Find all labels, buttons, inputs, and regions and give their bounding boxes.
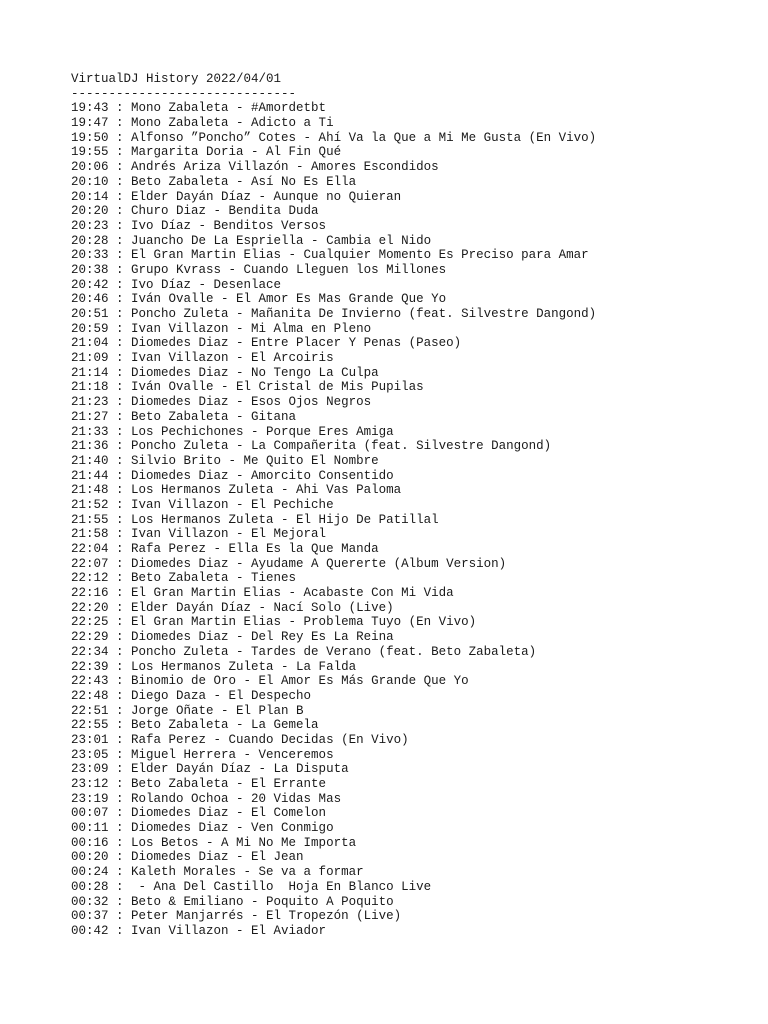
history-entry: 22:39 : Los Hermanos Zuleta - La Falda [71, 659, 357, 674]
entry-track: Los Hermanos Zuleta - El Hijo De Patillal [131, 512, 439, 527]
entry-track: Los Pechichones - Porque Eres Amiga [131, 424, 394, 439]
entry-time: 22:34 [71, 644, 109, 659]
entry-track: Silvio Brito - Me Quito El Nombre [131, 453, 379, 468]
entry-track: Los Hermanos Zuleta - Ahi Vas Paloma [131, 483, 402, 498]
history-entry: 19:43 : Mono Zabaleta - #Amordetbt [71, 101, 327, 116]
history-entries [71, 101, 596, 938]
history-entry: 00:07 : Diomedes Diaz - El Comelon [71, 806, 327, 821]
history-entry: 22:55 : Beto Zabaleta - La Gemela [71, 718, 319, 733]
entry-time: 19:47 [71, 116, 109, 131]
entry-time: 00:11 [71, 821, 109, 836]
history-entry: 22:48 : Diego Daza - El Despecho [71, 688, 312, 703]
entry-track: Ivo Díaz - Benditos Versos [131, 218, 327, 233]
entry-time: 21:18 [71, 380, 109, 395]
entry-track: Diomedes Diaz - Ayudame A Quererte (Album Version) [131, 556, 507, 571]
document-title: VirtualDJ History 2022/04/01 [71, 72, 282, 86]
entry-time: 22:51 [71, 703, 109, 718]
entry-time: 22:43 [71, 674, 109, 689]
entry-time: 22:12 [71, 571, 109, 586]
entry-time: 20:51 [71, 307, 109, 321]
history-entry: 21:23 : Diomedes Diaz - Esos Ojos Negros [71, 395, 372, 410]
entry-track: Diomedes Diaz - No Tengo La Culpa [131, 365, 379, 380]
entry-time: 21:33 [71, 424, 109, 439]
history-entry: 21:33 : Los Pechichones - Porque Eres Amiga [71, 424, 394, 439]
entry-track: Andrés Ariza Villazón - Amores Escondidos [131, 160, 439, 175]
entry-track: Diomedes Diaz - El Jean [131, 850, 304, 865]
entry-track: El Gran Martin Elias - Cualquier Momento Es Preciso para Amar [131, 248, 589, 263]
entry-time: 22:07 [71, 556, 109, 571]
history-entry: 21:48 : Los Hermanos Zuleta - Ahi Vas Paloma [71, 483, 402, 498]
entry-time: 00:20 [71, 850, 109, 865]
entry-track: Rafa Perez - Ella Es la Que Manda [131, 542, 379, 556]
entry-time: 00:37 [71, 909, 109, 924]
entry-time: 00:32 [71, 894, 109, 909]
history-entry: 21:36 : Poncho Zuleta - La Compañerita (feat. Silvestre Dangond) [71, 439, 552, 454]
history-entry: 20:51 : Poncho Zuleta - Mañanita De Invierno (feat. Silvestre Dangond) [71, 307, 597, 321]
entry-time: 23:01 [71, 732, 109, 747]
entry-time: 00:07 [71, 806, 109, 821]
history-entry: 19:50 : Alfonso ”Poncho” Cotes - Ahí Va la Que a Mi Me Gusta (En Vivo) [71, 130, 597, 145]
history-entry: 19:47 : Mono Zabaleta - Adicto a Ti [71, 116, 334, 131]
entry-track: Diomedes Diaz - El Comelon [131, 806, 327, 821]
history-entry: 22:34 : Poncho Zuleta - Tardes de Verano (feat. Beto Zabaleta) [71, 644, 537, 659]
history-entry: 21:44 : Diomedes Diaz - Amorcito Consentido [71, 468, 394, 483]
entry-time: 21:23 [71, 395, 109, 410]
history-entry: 22:25 : El Gran Martin Elias - Problema Tuyo (En Vivo) [71, 615, 477, 630]
entry-time: 19:43 [71, 101, 109, 116]
entry-time: 23:09 [71, 762, 109, 777]
entry-time: 22:48 [71, 688, 109, 703]
entry-track: Diego Daza - El Despecho [131, 688, 312, 703]
entry-track: Poncho Zuleta - Tardes de Verano (feat. Beto Zabaleta) [131, 644, 537, 659]
history-entry: 22:29 : Diomedes Diaz - Del Rey Es La Reina [71, 630, 394, 645]
entry-track: El Gran Martin Elias - Problema Tuyo (En Vivo) [131, 615, 477, 630]
history-entry: 21:09 : Ivan Villazon - El Arcoiris [71, 351, 334, 366]
history-entry: 20:46 : Iván Ovalle - El Amor Es Mas Grande Que Yo [71, 292, 447, 307]
entry-time: 21:14 [71, 365, 109, 380]
entry-time: 21:52 [71, 497, 109, 512]
history-entry: 00:16 : Los Betos - A Mi No Me Importa [71, 835, 357, 850]
history-entry: 20:38 : Grupo Kvrass - Cuando Lleguen los Millones [71, 262, 447, 277]
history-entry: 23:01 : Rafa Perez - Cuando Decidas (En Vivo) [71, 732, 409, 747]
entry-track: Ivan Villazon - Mi Alma en Pleno [131, 321, 372, 336]
entry-time: 20:59 [71, 321, 109, 336]
entry-track: Iván Ovalle - El Cristal de Mis Pupilas [131, 380, 424, 395]
entry-track: Mono Zabaleta - Adicto a Ti [131, 116, 334, 131]
history-entry: 22:43 : Binomio de Oro - El Amor Es Más Grande Que Yo [71, 674, 469, 689]
history-entry: 20:59 : Ivan Villazon - Mi Alma en Pleno [71, 321, 372, 336]
entry-track: Iván Ovalle - El Amor Es Mas Grande Que Yo [131, 292, 447, 307]
entry-time: 22:55 [71, 718, 109, 733]
entry-time: 00:16 [71, 835, 109, 850]
entry-time: 21:48 [71, 483, 109, 498]
history-entry: 00:28 : - Ana Del Castillo Hoja En Blanco Live [71, 879, 432, 894]
history-entry: 00:42 : Ivan Villazon - El Aviador [71, 923, 327, 938]
history-entry: 22:16 : El Gran Martin Elias - Acabaste Con Mi Vida [71, 586, 454, 601]
history-entry: 22:12 : Beto Zabaleta - Tienes [71, 571, 297, 586]
history-entry: 20:10 : Beto Zabaleta - Así No Es Ella [71, 174, 357, 189]
history-entry: 21:58 : Ivan Villazon - El Mejoral [71, 527, 327, 542]
history-entry: 00:24 : Kaleth Morales - Se va a formar [71, 865, 364, 880]
history-entry: 00:37 : Peter Manjarrés - El Tropezón (Live) [71, 909, 402, 924]
history-entry: 20:42 : Ivo Díaz - Desenlace [71, 277, 282, 292]
entry-track: Rafa Perez - Cuando Decidas (En Vivo) [131, 732, 409, 747]
entry-track: Diomedes Diaz - Esos Ojos Negros [131, 395, 372, 410]
entry-time: 20:28 [71, 233, 109, 248]
entry-time: 19:50 [71, 130, 109, 145]
history-entry: 21:04 : Diomedes Diaz - Entre Placer Y Penas (Paseo) [71, 336, 462, 351]
history-entry: 00:32 : Beto & Emiliano - Poquito A Poquito [71, 894, 394, 909]
entry-track: Poncho Zuleta - La Compañerita (feat. Silvestre Dangond) [131, 439, 552, 454]
history-entry: 23:09 : Elder Dayán Díaz - La Disputa [71, 762, 349, 777]
entry-track: Mono Zabaleta - #Amordetbt [131, 101, 327, 116]
history-entry: 23:05 : Miguel Herrera - Venceremos [71, 747, 334, 762]
entry-track: - Ana Del Castillo Hoja En Blanco Live [131, 879, 432, 894]
entry-track: Beto Zabaleta - Así No Es Ella [131, 174, 357, 189]
entry-time: 19:55 [71, 145, 109, 160]
history-entry: 00:11 : Diomedes Diaz - Ven Conmigo [71, 821, 334, 836]
history-entry: 21:18 : Iván Ovalle - El Cristal de Mis Pupilas [71, 380, 424, 395]
history-entry: 21:55 : Los Hermanos Zuleta - El Hijo De Patillal [71, 512, 439, 527]
entry-track: Ivan Villazon - El Aviador [131, 923, 327, 938]
entry-track: Diomedes Diaz - Entre Placer Y Penas (Paseo) [131, 336, 462, 351]
entry-time: 22:20 [71, 600, 109, 615]
entry-track: Jorge Oñate - El Plan B [131, 703, 304, 718]
entry-time: 20:06 [71, 160, 109, 175]
history-document [71, 72, 596, 939]
entry-time: 20:14 [71, 189, 109, 204]
entry-time: 22:16 [71, 586, 109, 601]
history-entry: 22:07 : Diomedes Diaz - Ayudame A Quererte (Album Version) [71, 556, 507, 571]
entry-track: Peter Manjarrés - El Tropezón (Live) [131, 909, 402, 924]
entry-track: Alfonso ”Poncho” Cotes - Ahí Va la Que a Mi Me Gusta (En Vivo) [131, 130, 597, 145]
entry-track: Beto Zabaleta - Tienes [131, 571, 297, 586]
entry-track: Elder Dayán Díaz - Nací Solo (Live) [131, 600, 394, 615]
history-entry: 19:55 : Margarita Doria - Al Fin Qué [71, 145, 342, 160]
entry-track: Ivan Villazon - El Arcoiris [131, 351, 334, 366]
history-entry: 21:27 : Beto Zabaleta - Gitana [71, 409, 297, 424]
entry-time: 20:42 [71, 277, 109, 292]
entry-time: 20:20 [71, 204, 109, 219]
entry-track: Beto Zabaleta - El Errante [131, 777, 327, 791]
entry-track: Ivan Villazon - El Pechiche [131, 497, 334, 512]
entry-track: Diomedes Diaz - Ven Conmigo [131, 821, 334, 836]
entry-time: 22:04 [71, 542, 109, 556]
entry-time: 00:24 [71, 865, 109, 880]
entry-track: Juancho De La Espriella - Cambia el Nido [131, 233, 432, 248]
entry-track: Diomedes Diaz - Del Rey Es La Reina [131, 630, 394, 645]
history-entry: 22:04 : Rafa Perez - Ella Es la Que Manda [71, 542, 379, 556]
entry-time: 20:23 [71, 218, 109, 233]
entry-track: Poncho Zuleta - Mañanita De Invierno (feat. Silvestre Dangond) [131, 307, 597, 321]
history-entry: 23:19 : Rolando Ochoa - 20 Vidas Mas [71, 791, 342, 806]
entry-time: 00:42 [71, 923, 109, 938]
entry-track: Beto & Emiliano - Poquito A Poquito [131, 894, 394, 909]
history-entry: 21:14 : Diomedes Diaz - No Tengo La Culpa [71, 365, 379, 380]
history-entry: 00:20 : Diomedes Diaz - El Jean [71, 850, 304, 865]
entry-track: Rolando Ochoa - 20 Vidas Mas [131, 791, 342, 806]
entry-track: Kaleth Morales - Se va a formar [131, 865, 364, 880]
entry-time: 23:19 [71, 791, 109, 806]
entry-track: Beto Zabaleta - La Gemela [131, 718, 319, 733]
entry-time: 20:38 [71, 262, 109, 277]
entry-time: 23:12 [71, 777, 109, 791]
history-entry: 20:14 : Elder Dayán Díaz - Aunque no Quieran [71, 189, 402, 204]
history-entry: 20:23 : Ivo Díaz - Benditos Versos [71, 218, 327, 233]
entry-track: Elder Dayán Díaz - La Disputa [131, 762, 349, 777]
history-entry: 23:12 : Beto Zabaleta - El Errante [71, 777, 327, 791]
entry-time: 21:58 [71, 527, 109, 542]
entry-time: 23:05 [71, 747, 109, 762]
entry-time: 22:39 [71, 659, 109, 674]
entry-time: 22:25 [71, 615, 109, 630]
history-entry: 21:40 : Silvio Brito - Me Quito El Nombre [71, 453, 379, 468]
entry-track: Margarita Doria - Al Fin Qué [131, 145, 342, 160]
entry-track: Beto Zabaleta - Gitana [131, 409, 297, 424]
separator-line: ------------------------------ [71, 86, 297, 101]
entry-time: 00:28 [71, 879, 109, 894]
entry-track: Ivo Díaz - Desenlace [131, 277, 282, 292]
history-entry: 20:28 : Juancho De La Espriella - Cambia el Nido [71, 233, 432, 248]
entry-time: 21:09 [71, 351, 109, 366]
entry-track: El Gran Martin Elias - Acabaste Con Mi Vida [131, 586, 454, 601]
entry-track: Diomedes Diaz - Amorcito Consentido [131, 468, 394, 483]
entry-track: Churo Diaz - Bendita Duda [131, 204, 319, 219]
entry-time: 21:44 [71, 468, 109, 483]
entry-track: Elder Dayán Díaz - Aunque no Quieran [131, 189, 402, 204]
entry-time: 20:10 [71, 174, 109, 189]
entry-time: 22:29 [71, 630, 109, 645]
entry-time: 20:33 [71, 248, 109, 263]
entry-track: Ivan Villazon - El Mejoral [131, 527, 327, 542]
entry-track: Miguel Herrera - Venceremos [131, 747, 334, 762]
entry-time: 20:46 [71, 292, 109, 307]
entry-track: Binomio de Oro - El Amor Es Más Grande Que Yo [131, 674, 469, 689]
history-entry: 22:20 : Elder Dayán Díaz - Nací Solo (Live) [71, 600, 394, 615]
entry-track: Los Betos - A Mi No Me Importa [131, 835, 357, 850]
entry-time: 21:04 [71, 336, 109, 351]
entry-time: 21:55 [71, 512, 109, 527]
entry-time: 21:36 [71, 439, 109, 454]
entry-time: 21:40 [71, 453, 109, 468]
history-entry: 20:06 : Andrés Ariza Villazón - Amores Escondidos [71, 160, 439, 175]
history-entry: 22:51 : Jorge Oñate - El Plan B [71, 703, 304, 718]
entry-track: Los Hermanos Zuleta - La Falda [131, 659, 357, 674]
history-entry: 20:33 : El Gran Martin Elias - Cualquier Momento Es Preciso para Amar [71, 248, 589, 263]
history-entry: 21:52 : Ivan Villazon - El Pechiche [71, 497, 334, 512]
entry-time: 21:27 [71, 409, 109, 424]
history-entry: 20:20 : Churo Diaz - Bendita Duda [71, 204, 319, 219]
entry-track: Grupo Kvrass - Cuando Lleguen los Millones [131, 262, 447, 277]
